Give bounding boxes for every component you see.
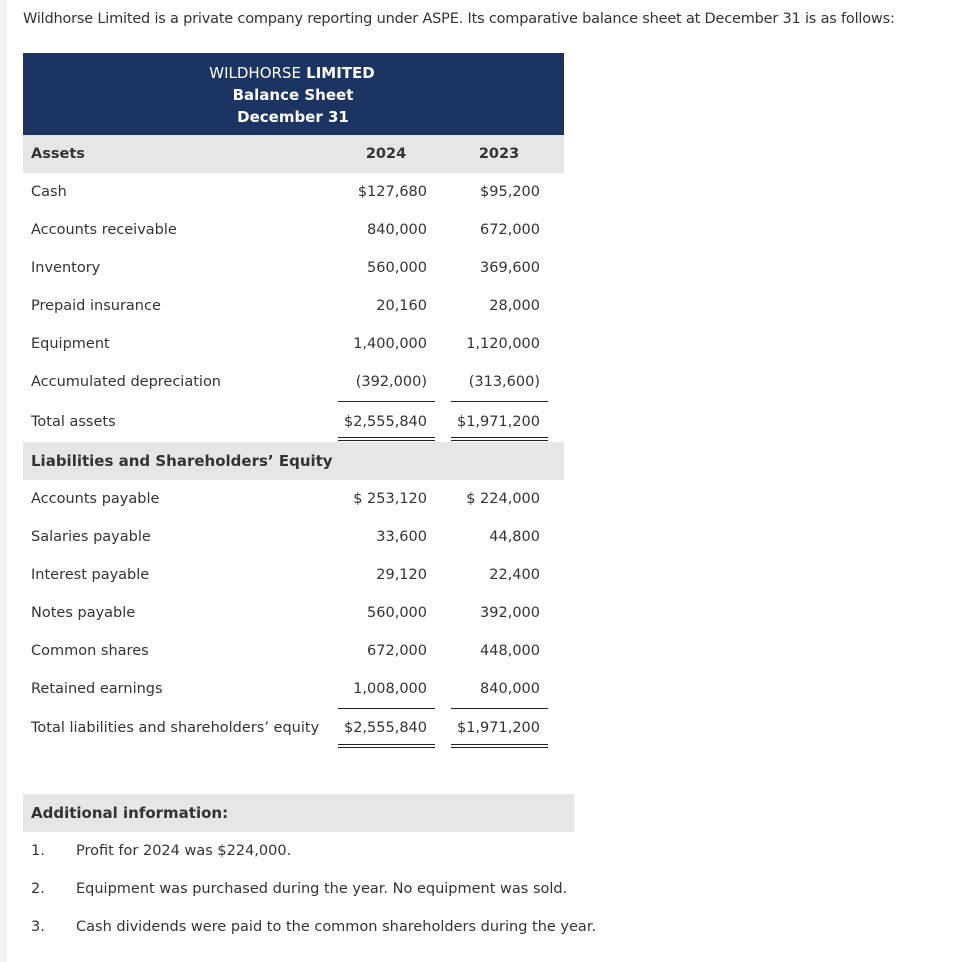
statement-title: Balance Sheet: [232, 86, 354, 104]
double-rule-2024: [338, 437, 435, 441]
liabilities-header-row: [23, 442, 564, 480]
company-name: [23, 62, 563, 84]
value-2024: (392,000): [355, 374, 427, 390]
table-row: [23, 556, 564, 594]
value-2023: 369,600: [480, 260, 540, 276]
double-rule-2024: [338, 744, 435, 748]
value-2023: 840,000: [480, 681, 540, 697]
table-row: [23, 287, 564, 325]
row-label: Accounts payable: [31, 491, 160, 507]
row-label: Accumulated depreciation: [31, 374, 222, 390]
additional-info-title: Additional information:: [31, 804, 229, 822]
table-row: [23, 363, 564, 401]
assets-label: Assets: [31, 146, 85, 162]
page-left-rule: [0, 0, 7, 962]
table-row: [23, 173, 564, 211]
table-row: [23, 480, 564, 518]
list-item: [23, 870, 583, 908]
assets-header-row: [23, 135, 564, 173]
row-label: Total assets: [31, 414, 116, 430]
list-item: [23, 832, 583, 870]
value-2023: $ 224,000: [466, 491, 540, 507]
liabilities-label: Liabilities and Shareholders’ Equity: [31, 452, 333, 470]
table-row: [23, 632, 564, 670]
table-row: [23, 670, 564, 708]
subtotal-rule-2023: [451, 401, 548, 402]
double-rule-2023: [451, 744, 548, 748]
value-2024: 672,000: [367, 643, 427, 659]
value-2023: $1,971,200: [456, 720, 540, 736]
value-2024: 840,000: [367, 222, 427, 238]
value-2024: 20,160: [376, 298, 427, 314]
value-2023: 28,000: [489, 298, 540, 314]
row-label: Accounts receivable: [31, 222, 177, 238]
value-2024: 29,120: [376, 567, 427, 583]
value-2024: 33,600: [376, 529, 427, 545]
intro-text: Wildhorse Limited is a private company reporting under ASPE. Its comparative balance sheet at December 31 is as follows:: [23, 11, 895, 27]
balance-sheet-header: [23, 53, 564, 135]
total-liabilities-row: [23, 709, 564, 747]
value-2024: 1,400,000: [353, 336, 427, 352]
table-row: [23, 594, 564, 632]
row-label: Cash: [31, 184, 67, 200]
company-name-bold: LIMITED: [306, 64, 375, 82]
double-rule-2023: [451, 437, 548, 441]
list-item: [23, 908, 597, 946]
row-label: Prepaid insurance: [31, 298, 161, 314]
row-label: Common shares: [31, 643, 149, 659]
value-2023: 448,000: [480, 643, 540, 659]
company-name-regular: WILDHORSE: [209, 64, 301, 82]
row-label: Salaries payable: [31, 529, 151, 545]
value-2024: $127,680: [357, 184, 427, 200]
value-2023: $1,971,200: [456, 414, 540, 430]
value-2024: 560,000: [367, 605, 427, 621]
value-2023: 44,800: [489, 529, 540, 545]
value-2024: 560,000: [367, 260, 427, 276]
value-2024: $ 253,120: [353, 491, 427, 507]
value-2023: 392,000: [480, 605, 540, 621]
note-text: Cash dividends were paid to the common shareholders during the year.: [76, 919, 597, 935]
year-2023-header: 2023: [478, 146, 520, 162]
note-text: Equipment was purchased during the year. No equipment was sold.: [76, 881, 568, 897]
table-row: [23, 325, 564, 363]
row-label: Total liabilities and shareholders’ equity: [31, 720, 320, 736]
value-2023: $95,200: [480, 184, 540, 200]
additional-info-header: [23, 794, 574, 832]
note-number: 2.: [31, 881, 45, 897]
row-label: Retained earnings: [31, 681, 163, 697]
value-2023: 22,400: [489, 567, 540, 583]
table-row: [23, 518, 564, 556]
subtotal-rule-2024: [338, 401, 435, 402]
row-label: Interest payable: [31, 567, 150, 583]
table-row: [23, 249, 564, 287]
value-2024: $2,555,840: [343, 720, 427, 736]
note-number: 3.: [31, 919, 45, 935]
row-label: Inventory: [31, 260, 101, 276]
value-2023: 1,120,000: [466, 336, 540, 352]
row-label: Equipment: [31, 336, 110, 352]
value-2023: (313,600): [468, 374, 540, 390]
value-2023: 672,000: [480, 222, 540, 238]
row-label: Notes payable: [31, 605, 136, 621]
value-2024: $2,555,840: [343, 414, 427, 430]
value-2024: 1,008,000: [353, 681, 427, 697]
total-assets-row: [23, 403, 564, 441]
note-text: Profit for 2024 was $224,000.: [76, 843, 292, 859]
statement-date: December 31: [237, 108, 349, 126]
table-row: [23, 211, 564, 249]
year-2024-header: 2024: [365, 146, 407, 162]
note-number: 1.: [31, 843, 45, 859]
